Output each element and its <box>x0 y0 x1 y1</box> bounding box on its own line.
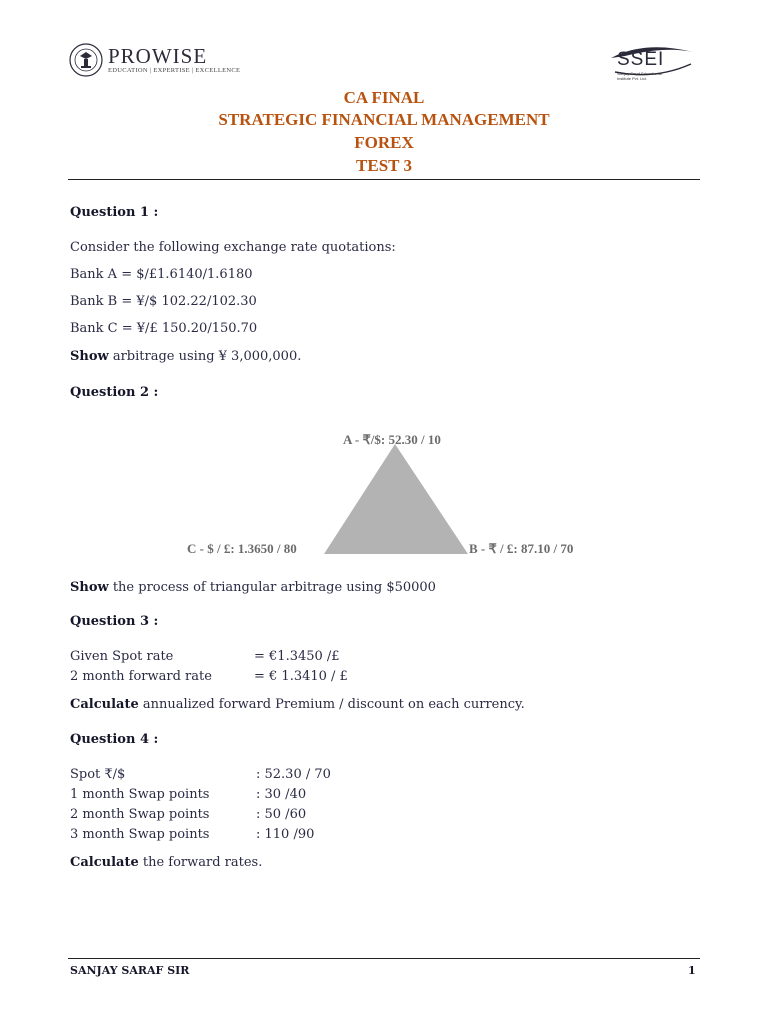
ssei-logo <box>605 42 700 84</box>
q4-row-label: Spot ₹/$ <box>70 767 126 782</box>
footer-author: SANJAY SARAF SIR <box>70 964 190 977</box>
triangle-label-b: B - ₹ / £: 87.10 / 70 <box>469 541 574 556</box>
title-course: CA FINAL <box>343 88 425 107</box>
page-number: 1 <box>688 964 696 977</box>
triangle-label-c: C - $ / £: 1.3650 / 80 <box>187 541 297 556</box>
q4-calc-bold: Calculate <box>70 855 139 870</box>
triangle-label-a: A - ₹/$: 52.30 / 10 <box>343 432 441 447</box>
q4-row-value: : 30 /40 <box>256 787 307 802</box>
triangle-shape <box>324 444 468 554</box>
q4-row-value: : 50 /60 <box>256 807 307 822</box>
q4-row-value: : 110 /90 <box>256 827 315 842</box>
q1-instruction <box>70 349 301 364</box>
question-4-heading: Question 4 : <box>70 732 159 747</box>
footer-divider <box>68 958 700 959</box>
arbitrage-triangle <box>320 440 470 560</box>
prowise-logo <box>68 42 241 82</box>
q1-show-rest: arbitrage using ¥ 3,000,000. <box>108 349 302 364</box>
q4-calc-rest: the forward rates. <box>138 855 263 870</box>
q3-spot-label: Given Spot rate <box>70 649 174 664</box>
q3-forward-label: 2 month forward rate <box>70 669 212 684</box>
q1-bank-a: Bank A = $/£1.6140/1.6180 <box>70 267 253 282</box>
q4-row-value: : 52.30 / 70 <box>256 767 331 782</box>
title-subject: STRATEGIC FINANCIAL MANAGEMENT <box>218 110 550 129</box>
q4-instruction <box>70 855 262 870</box>
prowise-emblem-icon <box>68 42 104 78</box>
title-topic: FOREX <box>354 133 414 152</box>
title-test: TEST 3 <box>356 156 412 175</box>
question-2-heading: Question 2 : <box>70 385 159 400</box>
question-3-heading: Question 3 : <box>70 614 159 629</box>
q4-row-label: 2 month Swap points <box>70 807 210 822</box>
q1-show-bold: Show <box>70 349 109 364</box>
q1-bank-c: Bank C = ¥/£ 150.20/150.70 <box>70 321 258 336</box>
prowise-tagline: EDUCATION | EXPERTISE | EXCELLENCE <box>108 67 241 74</box>
q1-intro: Consider the following exchange rate quotations: <box>70 240 396 255</box>
q4-row-label: 3 month Swap points <box>70 827 210 842</box>
q3-calc-rest: annualized forward Premium / discount on each currency. <box>138 697 525 712</box>
q3-forward-value: = € 1.3410 / £ <box>254 669 348 684</box>
q3-calc-bold: Calculate <box>70 697 139 712</box>
q3-spot-value: = €1.3450 /£ <box>254 649 340 664</box>
prowise-name: PROWISE <box>108 44 208 68</box>
q2-instruction <box>70 580 436 595</box>
q4-row-label: 1 month Swap points <box>70 787 210 802</box>
q2-show-bold: Show <box>70 580 109 595</box>
ssei-subtitle: Sanjay Saraf Educational Institute Pvt. Ltd. <box>617 71 662 81</box>
question-1-heading: Question 1 : <box>70 205 159 220</box>
q3-instruction <box>70 697 525 712</box>
header-divider <box>68 179 700 180</box>
q2-show-rest: the process of triangular arbitrage using $50000 <box>108 580 436 595</box>
ssei-name: SSEI <box>617 49 665 70</box>
q1-bank-b: Bank B = ¥/$ 102.22/102.30 <box>70 294 257 309</box>
